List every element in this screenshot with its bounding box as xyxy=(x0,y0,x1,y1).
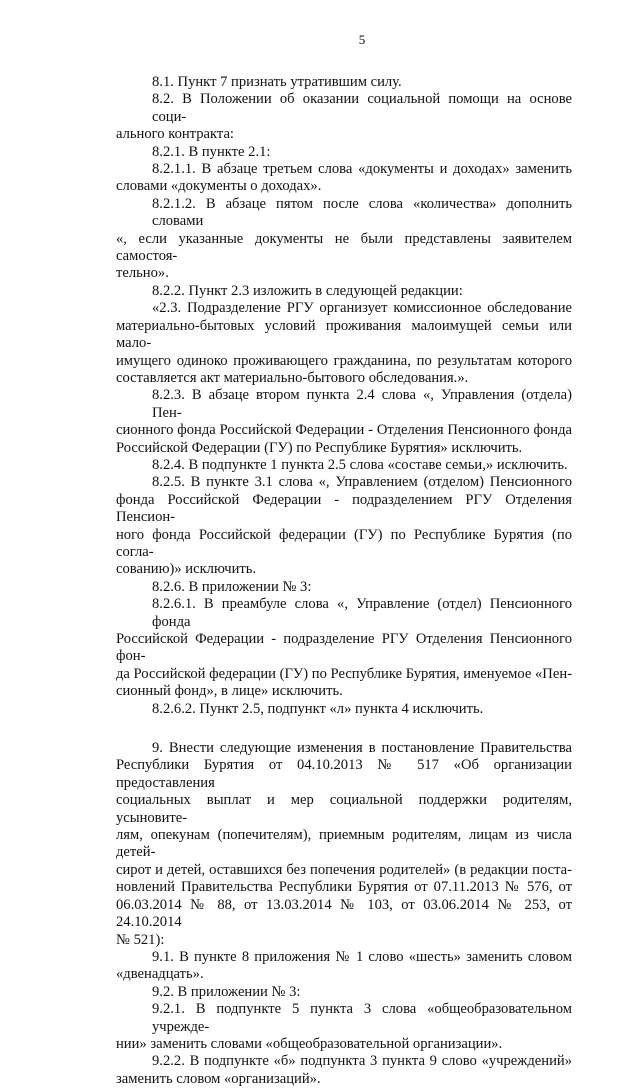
text-line: фонда Российской Федерации - подразделением РГУ Отделения Пенсион- xyxy=(116,491,572,526)
text-line: материально-бытовых условий проживания малоимущей семьи или мало- xyxy=(116,317,572,352)
paragraph-p9 xyxy=(116,740,572,949)
text-line: 9.2. В приложении № 3: xyxy=(152,983,301,1000)
paragraph-p9-2-1 xyxy=(116,1001,572,1053)
paragraph-p8-2-6-1 xyxy=(116,596,572,700)
paragraph-p8-2-1-2 xyxy=(116,196,572,283)
paragraph-p8-2-4 xyxy=(116,457,572,474)
text-line: 8.2.1.2. В абзаце пятом после слова «количества» дополнить словами xyxy=(152,195,572,230)
text-line: 06.03.2014 № 88, от 13.03.2014 № 103, от 03.06.2014 № 253, от 24.10.2014 xyxy=(116,896,572,931)
paragraph-p8-2-6 xyxy=(116,579,572,596)
text-line: «двенадцать». xyxy=(116,966,204,983)
paragraph-p8-2-3 xyxy=(116,387,572,457)
text-line: имущего одиноко проживающего гражданина, по результатам которого xyxy=(116,352,572,369)
text-line: 8.2.1. В пункте 2.1: xyxy=(152,143,271,160)
paragraph-p2-3 xyxy=(116,300,572,387)
paragraph-p9-2 xyxy=(116,984,572,1001)
text-line: 8.2.6.2. Пункт 2.5, подпункт «л» пункта 4 исключить. xyxy=(152,700,484,717)
text-line: 9.2.2. В подпункте «б» подпункта 3 пункта 9 слово «учреждений» xyxy=(152,1053,572,1070)
page-number: 5 xyxy=(358,32,366,47)
paragraph-p8-2-6-2 xyxy=(116,701,572,718)
paragraph-p8-2-1-1 xyxy=(116,161,572,196)
text-line: тельно». xyxy=(116,265,169,282)
text-line: 8.2.4. В подпункте 1 пункта 2.5 слова «составе семьи,» исключить. xyxy=(152,456,568,473)
paragraph-p8-2-1 xyxy=(116,144,572,161)
paragraph-p8-2-5 xyxy=(116,474,572,578)
text-line: ального контракта: xyxy=(116,126,234,143)
text-line: Республики Бурятия от 04.10.2013 № 517 «Об организации предоставления xyxy=(116,757,572,791)
text-line: сованию)» исключить. xyxy=(116,561,257,578)
text-line: 8.2.2. Пункт 2.3 изложить в следующей редакции: xyxy=(152,282,463,299)
text-line: сионный фонд», в лице» исключить. xyxy=(116,683,343,700)
text-line: новлений Правительства Республики Бурятия от 07.11.2013 № 576, от xyxy=(116,879,572,896)
paragraph-p8-2-2 xyxy=(116,283,572,300)
text-line: заменить словом «организаций». xyxy=(116,1070,321,1087)
text-line: 9.1. В пункте 8 приложения № 1 слово «шесть» заменить словом xyxy=(152,948,572,965)
text-line: 8.2.3. В абзаце втором пункта 2.4 слова «, Управления (отдела) Пен- xyxy=(152,387,572,421)
text-line: 8.1. Пункт 7 признать утратившим силу. xyxy=(152,74,402,90)
text-line: № 521): xyxy=(116,931,165,948)
document-body xyxy=(116,74,572,1088)
text-line: социальных выплат и мер социальной поддержки родителям, усыновите- xyxy=(116,792,572,826)
text-line: 9. Внести следующие изменения в постановление Правительства xyxy=(152,740,572,757)
text-line: да Российской федерации (ГУ) по Республике Бурятия, именуемое «Пен- xyxy=(116,665,572,682)
text-line: 9.2.1. В подпункте 5 пункта 3 слова «общеобразовательном учрежде- xyxy=(152,1001,572,1035)
text-line: сионного фонда Российской Федерации - Отделения Пенсионного фонда xyxy=(116,422,572,439)
paragraph-p8-2 xyxy=(116,91,572,143)
text-line: лям, опекунам (попечителям), приемным родителям, лицам из числа детей- xyxy=(116,827,572,861)
text-line: 8.2.1.1. В абзаце третьем слова «документы и доходах» заменить xyxy=(152,161,572,178)
text-line: Российской Федерации (ГУ) по Республике Бурятия» исключить. xyxy=(116,439,523,456)
text-line: 8.2.6. В приложении № 3: xyxy=(152,578,312,595)
text-line: нии» заменить словами «общеобразовательной организации». xyxy=(116,1035,503,1052)
text-line: Российской Федерации - подразделение РГУ Отделения Пенсионного фон- xyxy=(116,631,572,665)
paragraph-p8-1 xyxy=(116,74,572,91)
text-line: сирот и детей, оставшихся без попечения родителей» (в редакции поста- xyxy=(116,861,572,878)
text-line: словами «документы о доходах». xyxy=(116,178,322,195)
text-line: 8.2.5. В пункте 3.1 слова «, Управлением (отделом) Пенсионного xyxy=(152,474,572,491)
text-line: составляется акт материально-бытового обследования.». xyxy=(116,369,469,386)
text-line: «2.3. Подразделение РГУ организует комиссионное обследование xyxy=(152,300,572,317)
text-line: ного фонда Российской федерации (ГУ) по Республике Бурятия (по согла- xyxy=(116,526,572,560)
text-line: 8.2.6.1. В преамбуле слова «, Управление (отдел) Пенсионного фонда xyxy=(152,596,572,630)
section-gap xyxy=(116,718,572,740)
paragraph-p9-1 xyxy=(116,949,572,984)
paragraph-p9-2-2 xyxy=(116,1053,572,1088)
text-line: 8.2. В Положении об оказании социальной помощи на основе соци- xyxy=(152,91,572,125)
text-line: «, если указанные документы не были представлены заявителем самостоя- xyxy=(116,230,572,265)
